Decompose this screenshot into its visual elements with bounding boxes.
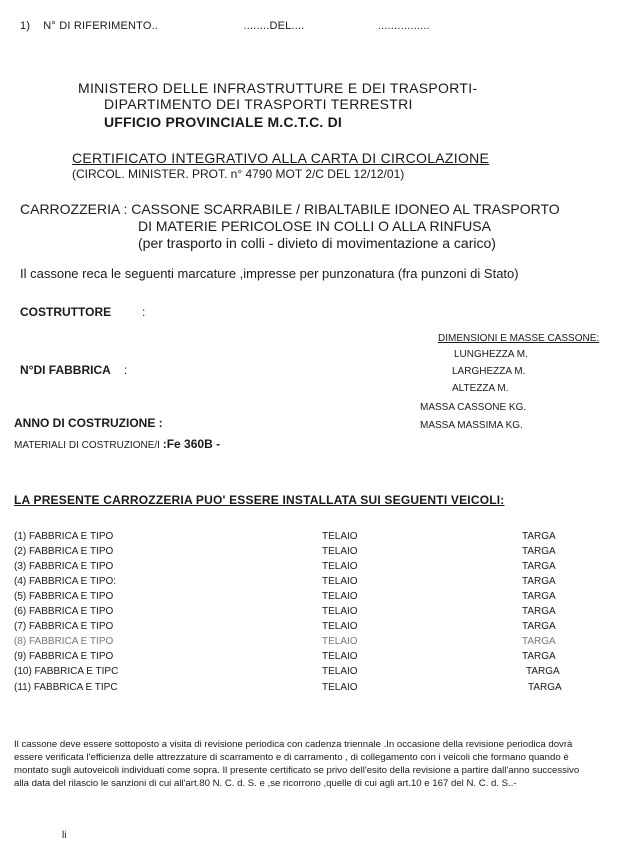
vehicle-telaio: TELAIO xyxy=(322,651,358,662)
ref-del: ........DEL.... xyxy=(243,20,305,32)
markings-note: Il cassone reca le seguenti marcature ,impresse per punzonatura (fra punzoni di Stato) xyxy=(20,266,519,281)
costruttore-colon: : xyxy=(142,305,146,319)
footer-note xyxy=(14,738,624,790)
materiali-value: :Fe 360B - xyxy=(162,437,221,451)
vehicle-telaio: TELAIO xyxy=(322,606,358,617)
dim-lunghezza: LUNGHEZZA M. xyxy=(454,349,528,360)
bodywork-line-3: (per trasporto in colli - divieto di movimentazione a carico) xyxy=(138,235,496,251)
vehicle-row xyxy=(0,636,640,650)
bodywork-line-2: DI MATERIE PERICOLOSE IN COLLI O ALLA RINFUSA xyxy=(138,218,491,234)
dim-massa-massima: MASSA MASSIMA KG. xyxy=(420,420,523,431)
ministry-line-2: DIPARTIMENTO DEI TRASPORTI TERRESTRI xyxy=(104,96,413,112)
costruttore-label: COSTRUTTORE xyxy=(20,305,112,319)
vehicle-fabbrica: (9) FABBRICA E TIPO xyxy=(14,651,114,662)
vehicle-telaio: TELAIO xyxy=(322,546,358,557)
vehicle-targa: TARGA xyxy=(522,561,556,572)
reference-line xyxy=(20,20,430,32)
vehicle-row xyxy=(0,666,640,680)
ref-dots: ................ xyxy=(377,20,430,32)
vehicle-telaio: TELAIO xyxy=(322,666,358,677)
vehicle-row xyxy=(0,606,640,620)
vehicle-telaio: TELAIO xyxy=(322,531,358,542)
footer-line-1: Il cassone deve essere sottoposto a visita di revisione periodica con cadenza triennale .In occasione della revisione periodica dovrà xyxy=(14,739,573,750)
vehicle-targa: TARGA xyxy=(522,621,556,632)
ref-label: N° DI RIFERIMENTO.. xyxy=(43,20,159,32)
dim-altezza: ALTEZZA M. xyxy=(452,383,509,394)
vehicle-row xyxy=(0,546,640,560)
materiali-line xyxy=(14,437,220,451)
vehicle-telaio: TELAIO xyxy=(322,682,358,693)
vehicle-row xyxy=(0,651,640,665)
materiali-label: MATERIALI DI COSTRUZIONE/I xyxy=(14,440,160,451)
vehicle-telaio: TELAIO xyxy=(322,636,358,647)
vehicle-targa: TARGA xyxy=(522,591,556,602)
footer-line-3: montato sugli autoveicoli individuati come sopra. Il presente certificato se privo dell'esito della revisione a partire dall'anno successivo xyxy=(14,765,580,776)
vehicle-targa: TARGA xyxy=(522,636,556,647)
vehicle-telaio: TELAIO xyxy=(322,561,358,572)
ministry-line-3: UFFICIO PROVINCIALE M.C.T.C. DI xyxy=(104,114,342,130)
vehicle-targa: TARGA xyxy=(528,682,562,693)
vehicle-fabbrica: (2) FABBRICA E TIPO xyxy=(14,546,114,557)
vehicle-row xyxy=(0,531,640,545)
vehicle-fabbrica: (6) FABBRICA E TIPO xyxy=(14,606,114,617)
dim-larghezza: LARGHEZZA M. xyxy=(452,366,526,377)
vehicle-fabbrica: (10) FABBRICA E TIPC xyxy=(14,666,119,677)
fabbrica-label: N°DI FABBRICA xyxy=(20,363,111,377)
dim-massa-cassone: MASSA CASSONE KG. xyxy=(420,402,527,413)
vehicles-heading: LA PRESENTE CARROZZERIA PUO' ESSERE INSTALLATA SUI SEGUENTI VEICOLI: xyxy=(14,493,505,507)
vehicle-fabbrica: (11) FABBRICA E TIPC xyxy=(14,682,118,693)
certificate-reference: (CIRCOL. MINISTER. PROT. n° 4790 MOT 2/C DEL 12/12/01) xyxy=(72,167,405,181)
bodywork-line-1: CARROZZERIA : CASSONE SCARRABILE / RIBALTABILE IDONEO AL TRASPORTO xyxy=(20,201,560,217)
vehicle-telaio: TELAIO xyxy=(322,621,358,632)
anno-costruzione-label: ANNO DI COSTRUZIONE : xyxy=(14,416,163,430)
vehicle-row xyxy=(0,682,640,696)
vehicle-fabbrica: (7) FABBRICA E TIPO xyxy=(14,621,114,632)
footer-line-4: alla data del rilascio le sanzioni di cui all'art.80 N. C. d. S. e ,se ricorrono ,quelle di cui agli art.10 e 167 del N. C. d. S..- xyxy=(14,778,517,789)
vehicle-targa: TARGA xyxy=(522,651,556,662)
vehicle-fabbrica: (5) FABBRICA E TIPO xyxy=(14,591,114,602)
vehicle-row xyxy=(0,621,640,635)
vehicle-fabbrica: (8) FABBRICA E TIPO xyxy=(14,636,114,647)
vehicle-fabbrica: (1) FABBRICA E TIPO xyxy=(14,531,114,542)
ref-number: 1) xyxy=(20,20,31,32)
vehicle-targa: TARGA xyxy=(522,576,556,587)
vehicle-telaio: TELAIO xyxy=(322,591,358,602)
vehicle-targa: TARGA xyxy=(526,666,560,677)
footer-line-2: essere verificata l'efficienza delle attrezzature di scarramento e di carramento , di collegamento con i veicoli che formano quando è xyxy=(14,752,569,763)
vehicle-targa: TARGA xyxy=(522,606,556,617)
ministry-line-1: MINISTERO DELLE INFRASTRUTTURE E DEI TRASPORTI- xyxy=(78,80,478,96)
vehicle-row xyxy=(0,561,640,575)
vehicle-telaio: TELAIO xyxy=(322,576,358,587)
vehicle-targa: TARGA xyxy=(522,531,556,542)
fabbrica-colon: : xyxy=(124,363,128,377)
vehicle-fabbrica: (4) FABBRICA E TIPO: xyxy=(14,576,117,587)
vehicle-targa: TARGA xyxy=(522,546,556,557)
dimensions-title: DIMENSIONI E MASSE CASSONE: xyxy=(438,333,600,344)
bottom-mark: li xyxy=(62,830,67,841)
vehicle-row xyxy=(0,591,640,605)
vehicle-row xyxy=(0,576,640,590)
certificate-title: CERTIFICATO INTEGRATIVO ALLA CARTA DI CIRCOLAZIONE xyxy=(72,150,490,166)
vehicle-fabbrica: (3) FABBRICA E TIPO xyxy=(14,561,114,572)
